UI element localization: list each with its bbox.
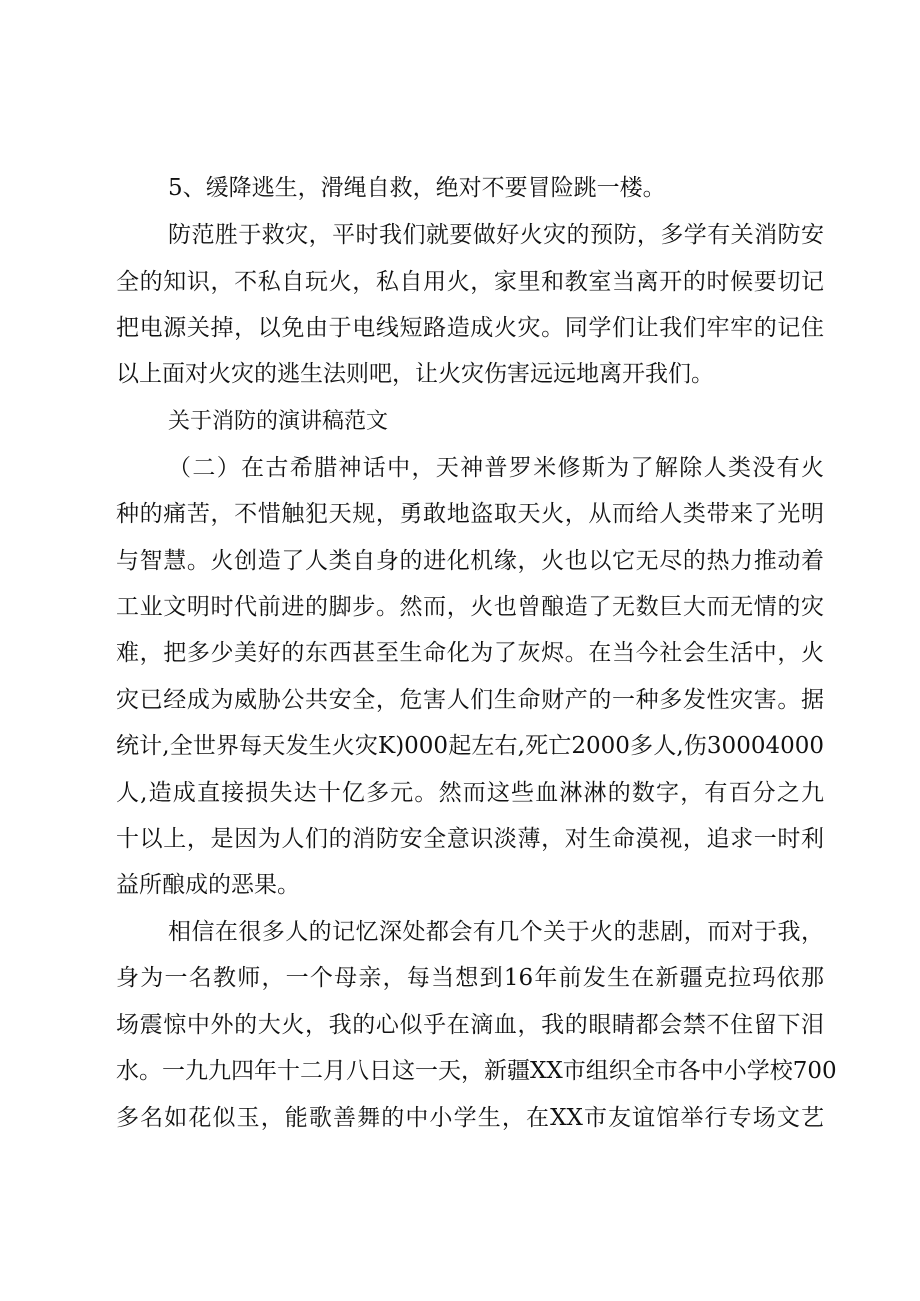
text-line: 种的痛苦，不惜触犯天规，勇敢地盗取天火，从而给人类带来了光明 — [116, 501, 824, 527]
text-line: 难，把多少美好的东西甚至生命化为了灰烬。在当今社会生活中，火 — [116, 640, 824, 666]
text-line: 把电源关掉，以免由于电线短路造成火灾。同学们让我们牢牢的记住 — [116, 315, 824, 341]
text-line: 十以上，是因为人们的消防安全意识淡薄，对生命漠视，追求一时利 — [116, 826, 824, 852]
text-line: 统计,全世界每天发生火灾K)000起左右,死亡2000多人,伤30004000 — [116, 733, 824, 759]
text-line: 多名如花似玉，能歌善舞的中小学生，在XX市友谊馆举行专场文艺 — [116, 1105, 824, 1131]
text-line: 灾已经成为威胁公共安全，危害人们生命财产的一种多发性灾害。据 — [116, 687, 824, 713]
text-line: 场震惊中外的大火，我的心似乎在滴血，我的眼睛都会禁不住留下泪 — [116, 1012, 824, 1038]
text-line: 身为一名教师，一个母亲，每当想到16年前发生在新疆克拉玛依那 — [116, 965, 824, 991]
text-line: （二）在古希腊神话中，天神普罗米修斯为了解除人类没有火 — [168, 455, 824, 481]
text-line: 以上面对火灾的逃生法则吧，让火灾伤害远远地离开我们。 — [116, 361, 714, 387]
text-line: 人,造成直接损失达十亿多元。然而这些血淋淋的数字，有百分之九 — [116, 780, 824, 806]
text-line: 相信在很多人的记忆深处都会有几个关于火的悲剧，而对于我， — [168, 919, 824, 945]
text-line: 工业文明时代前进的脚步。然而，火也曾酿造了无数巨大而无情的灾 — [116, 594, 824, 620]
text-line: 与智慧。火创造了人类自身的进化机缘，火也以它无尽的热力推动着 — [116, 548, 824, 574]
text-line: 全的知识，不私自玩火，私自用火，家里和教室当离开的时候要切记 — [116, 269, 824, 295]
text-line: 防范胜于救灾，平时我们就要做好火灾的预防，多学有关消防安 — [168, 222, 824, 248]
text-line: 益所酿成的恶果。 — [116, 872, 300, 898]
text-line: 5、缓降逃生，滑绳自救，绝对不要冒险跳一楼。 — [168, 175, 666, 201]
section-title: 关于消防的演讲稿范文 — [168, 409, 389, 434]
text-line: 水。一九九四年十二月八日这一天，新疆XX市组织全市各中小学校700 — [116, 1058, 837, 1084]
